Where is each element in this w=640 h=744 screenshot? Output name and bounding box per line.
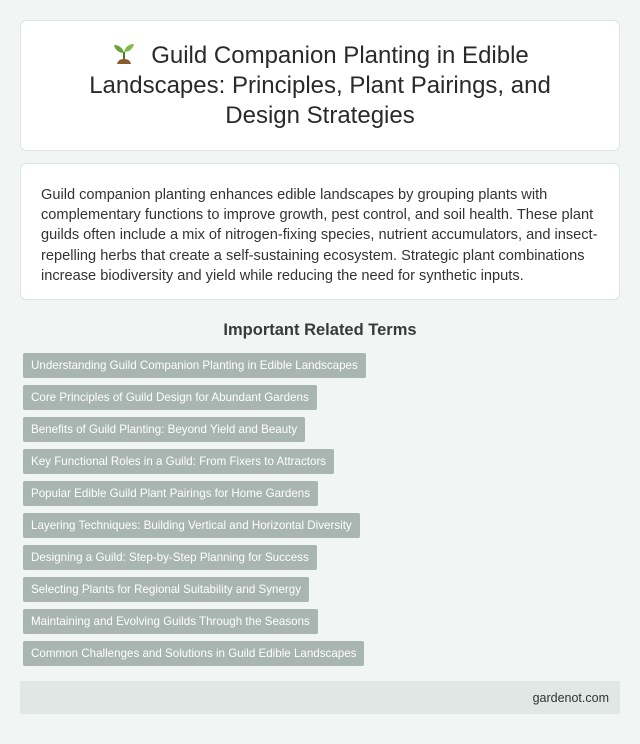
site-link[interactable]: gardenot.com <box>532 690 609 705</box>
seedling-icon <box>111 40 137 66</box>
page-title <box>49 40 591 131</box>
related-term-link[interactable]: Maintaining and Evolving Guilds Through the Seasons <box>23 609 318 634</box>
related-term-link[interactable]: Understanding Guild Companion Planting in Edible Landscapes <box>23 353 366 378</box>
page-title-text: Guild Companion Planting in Edible Landscapes: Principles, Plant Pairings, and Design Strategies <box>89 42 551 129</box>
related-term-link[interactable]: Key Functional Roles in a Guild: From Fixers to Attractors <box>23 449 334 474</box>
related-terms-heading: Important Related Terms <box>223 321 417 339</box>
related-term-link[interactable]: Designing a Guild: Step-by-Step Planning for Success <box>23 545 317 570</box>
related-term-link[interactable]: Benefits of Guild Planting: Beyond Yield and Beauty <box>23 417 305 442</box>
title-card <box>20 20 620 151</box>
intro-card <box>20 163 620 300</box>
related-term-link[interactable]: Layering Techniques: Building Vertical and Horizontal Diversity <box>23 513 360 538</box>
related-term-link[interactable]: Core Principles of Guild Design for Abundant Gardens <box>23 385 317 410</box>
footer <box>20 681 620 714</box>
related-term-link[interactable]: Common Challenges and Solutions in Guild Edible Landscapes <box>23 641 364 666</box>
related-term-link[interactable]: Popular Edible Guild Plant Pairings for Home Gardens <box>23 481 318 506</box>
intro-paragraph: Guild companion planting enhances edible landscapes by grouping plants with complementary functions to improve growth, pest control, and soil health. These plant guilds often include a mix of nitrogen-fixing species, nutrient accumulators, and insect-repelling herbs that create a self-sustaining ecosystem. Strategic plant combinations increase biodiversity and yield while reducing the need for synthetic inputs. <box>41 187 598 284</box>
related-term-link[interactable]: Selecting Plants for Regional Suitability and Synergy <box>23 577 309 602</box>
related-terms-list <box>23 353 617 673</box>
